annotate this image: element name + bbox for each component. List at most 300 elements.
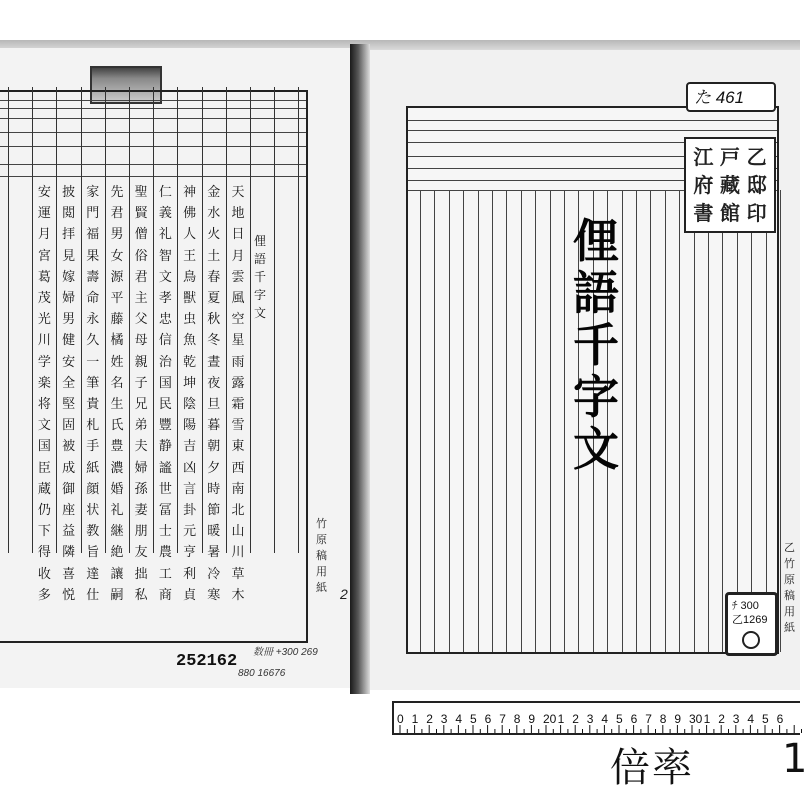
text-character: 安 [37,185,51,200]
text-character: 拝 [62,227,76,243]
text-character: 君 [110,206,124,222]
column-rule [521,190,522,652]
cover-title-character: 文 [573,422,619,476]
text-character: 收 [37,566,51,582]
title-character: 文 [253,306,266,320]
text-character: 君 [134,269,148,285]
text-character: 固 [62,418,76,434]
text-character: 将 [37,397,51,413]
text-character: 信 [158,333,172,349]
seal-character: 印 [746,201,767,225]
text-character: 学 [37,354,51,370]
label-character: 用 [316,565,327,578]
column-rule [81,87,82,553]
text-character: 節 [207,503,221,519]
text-character: 虫 [183,312,197,328]
text-character: 南 [231,481,245,497]
text-character: 拙 [134,566,148,582]
text-character: 言 [183,481,197,497]
text-character: 民 [158,397,172,413]
library-label [725,592,778,656]
text-character: 時 [207,481,221,497]
text-character: 吉 [183,439,197,455]
text-character: 治 [158,354,172,370]
left-page-title [250,232,270,322]
text-character: 兄 [134,397,148,413]
text-column [34,182,54,606]
ruler-number: 8 [513,712,521,726]
label-character: 乙 [784,541,795,554]
column-rule [665,190,666,652]
text-character: 夏 [207,291,221,307]
text-character: 先 [110,185,124,200]
column-rule [177,87,178,553]
text-character: 豊 [110,439,124,455]
text-character: 氏 [110,418,124,434]
text-character: 全 [62,375,76,391]
text-character: 川 [231,545,245,561]
text-character: 月 [37,227,51,243]
cover-title-character: 語 [573,266,619,320]
ruler-number: 7 [499,712,506,726]
ruler-number: 3 [440,712,448,726]
seal-character: 邸 [746,173,767,197]
column-rule [298,87,299,553]
text-character: 人 [183,227,197,243]
label-character: 稿 [784,589,795,602]
scale-ruler [392,701,800,735]
text-character: 継 [110,524,124,540]
text-character: 多 [37,587,51,603]
seal-character: 藏 [719,173,740,197]
column-rule [722,190,723,652]
text-character: 佛 [183,206,197,222]
column-rule [274,87,275,553]
seal-character: 戸 [719,145,740,169]
left-paper-label [316,516,327,596]
text-character: 教 [86,524,100,540]
text-character: 名 [110,375,124,391]
library-label-line1: ﾁ 300 [732,600,759,612]
column-rule [492,190,493,652]
text-character: 星 [231,333,245,349]
text-character: 閲 [62,206,76,222]
text-character: 生 [110,397,124,413]
text-character: 臣 [37,460,51,476]
text-character: 謐 [158,460,172,476]
text-character: 宮 [37,248,51,264]
label-circle-icon [742,631,760,649]
text-character: 披 [62,185,76,200]
text-character: 冬 [207,333,221,349]
cover-title [556,215,636,475]
text-character: 世 [158,481,172,497]
text-character: 父 [134,312,148,328]
ruler-number: 4 [601,712,609,726]
text-character: 暮 [207,418,221,434]
text-character: 豐 [158,418,172,434]
text-column [155,182,175,606]
text-character: 私 [134,587,148,603]
count-note: 数冊 +300 269 [253,647,318,658]
book-gutter [350,44,370,694]
column-rule [650,190,651,652]
ruler-number: 20 [543,712,557,726]
text-character: 成 [62,460,76,476]
text-character: 雪 [231,418,245,434]
text-character: 座 [62,503,76,519]
text-character: 嗣 [110,587,124,603]
seal-character: 府 [693,173,714,197]
ruler-number: 2 [572,712,579,726]
column-rule [636,190,637,652]
text-character: 葛 [37,269,51,285]
text-character: 男 [110,227,124,243]
text-character: 旨 [86,545,100,561]
text-character: 農 [158,545,172,561]
text-character: 東 [231,439,245,455]
text-character: 隣 [62,545,76,561]
seal-character: 館 [719,201,740,225]
text-character: 獸 [183,291,197,307]
text-character: 讓 [110,566,124,582]
text-character: 陰 [183,397,197,413]
text-character: 婦 [62,291,76,307]
text-character: 平 [110,291,124,307]
text-character: 山 [231,524,245,540]
text-character: 義 [158,206,172,222]
text-character: 命 [86,291,100,307]
text-character: 婦 [134,460,148,476]
text-character: 魚 [183,333,197,349]
text-character: 貞 [183,587,197,603]
ruler-number: 0 [397,712,404,726]
ruler-number: 3 [586,712,594,726]
text-character: 冨 [158,503,172,519]
text-character: 一 [86,354,100,370]
ruler-number: 6 [776,712,784,726]
text-character: 霜 [231,397,245,413]
column-rule [550,190,551,652]
column-rule [8,87,9,553]
text-column [107,182,127,606]
text-character: 地 [231,206,245,222]
text-character: 風 [231,291,245,307]
text-character: 卦 [183,503,197,519]
column-rule [694,190,695,652]
grid-rule [408,120,777,121]
column-rule [449,190,450,652]
text-character: 福 [86,227,100,243]
ruler-number: 3 [732,712,740,726]
text-column [83,182,103,606]
column-rule [226,87,227,553]
text-character: 孫 [134,481,148,497]
text-character: 朝 [207,439,221,455]
text-character: 壽 [86,269,100,285]
column-rule [751,190,752,652]
text-character: 日 [231,227,245,243]
ruler-number: 9 [674,712,682,726]
magnification-label: 倍率 [610,745,694,791]
text-character: 弟 [134,418,148,434]
id-note: 880 16676 [238,668,286,679]
text-character: 国 [158,375,172,391]
text-character: 親 [134,354,148,370]
text-character: 士 [158,524,172,540]
title-character: 語 [253,252,266,266]
text-character: 安 [62,354,76,370]
text-character: 国 [37,439,51,455]
text-character: 凶 [183,460,197,476]
text-character: 北 [231,503,245,519]
text-character: 婚 [110,481,124,497]
text-character: 朋 [134,524,148,540]
text-character: 女 [110,248,124,264]
text-character: 堅 [62,397,76,413]
text-character: 聖 [134,185,148,200]
text-character: 寒 [207,587,221,603]
text-character: 元 [183,524,197,540]
text-character: 蔵 [37,481,51,497]
ruler-number: 1 [703,712,711,726]
text-character: 母 [134,333,148,349]
text-character: 茂 [37,291,51,307]
title-character: 千 [253,270,266,284]
text-character: 家 [86,185,100,200]
label-character: 紙 [784,621,795,634]
column-rule [56,87,57,553]
text-character: 橘 [110,333,124,349]
grid-rule [408,130,777,131]
cover-title-character: 字 [573,370,619,424]
label-character: 用 [784,605,795,618]
ruler-number: 7 [645,712,652,726]
text-character: 俗 [134,248,148,264]
label-character: 原 [784,573,795,586]
text-character: 王 [183,248,197,264]
text-column [131,182,151,606]
text-character: 筆 [86,375,100,391]
text-character: 姓 [110,354,124,370]
seal-character: 書 [693,201,714,225]
text-character: 僧 [134,227,148,243]
text-character: 益 [62,524,76,540]
text-character: 賢 [134,206,148,222]
text-character: 亨 [183,545,197,561]
text-character: 濃 [110,460,124,476]
text-character: 利 [183,566,197,582]
text-character: 露 [231,375,245,391]
column-rule [32,87,33,553]
text-character: 暑 [207,545,221,561]
text-character: 坤 [183,375,197,391]
text-character: 永 [86,312,100,328]
ruler-number: 5 [616,712,623,726]
column-rule [153,87,154,553]
ruler-number: 6 [630,712,638,726]
text-character: 悦 [62,587,76,603]
text-character: 旦 [207,397,221,413]
column-rule [202,87,203,553]
text-character: 御 [62,481,76,497]
label-character: 竹 [784,557,795,570]
label-character: 紙 [316,581,327,594]
text-character: 状 [86,503,100,519]
library-seal [684,137,776,233]
column-rule [708,190,709,652]
text-character: 楽 [37,375,51,391]
text-character: 紙 [86,460,100,476]
column-rule [506,190,507,652]
ruler-number: 5 [470,712,477,726]
text-character: 顔 [86,481,100,497]
text-character: 忠 [158,312,172,328]
text-character: 文 [37,418,51,434]
text-character: 夜 [207,375,221,391]
text-character: 川 [37,333,51,349]
column-rule [535,190,536,652]
page-number-mark: 2 [340,586,348,602]
text-character: 男 [62,312,76,328]
seal-characters [690,143,770,227]
text-character: 子 [134,375,148,391]
text-character: 晝 [207,354,221,370]
column-rule [737,190,738,652]
text-character: 友 [134,545,148,561]
label-character: 原 [316,533,327,546]
column-rule [434,190,435,652]
text-character: 藤 [110,312,124,328]
column-rule [679,190,680,652]
text-character: 嫁 [62,269,76,285]
text-character: 仍 [37,503,51,519]
text-character: 天 [231,185,245,200]
text-character: 光 [37,312,51,328]
text-character: 貴 [86,397,100,413]
text-character: 札 [86,418,100,434]
text-character: 静 [158,439,172,455]
text-character: 商 [158,587,172,603]
text-character: 水 [207,206,221,222]
text-character: 草 [231,566,245,582]
title-character: 俚 [253,234,266,248]
text-character: 果 [86,248,100,264]
text-character: 雲 [231,269,245,285]
text-character: 土 [207,248,221,264]
ruler-number: 30 [689,712,703,726]
text-character: 仁 [158,185,172,200]
text-character: 神 [183,185,197,200]
ruler-number: 2 [426,712,433,726]
library-label-line2: 乙1269 [732,614,768,626]
text-character: 礼 [158,227,172,243]
text-character: 工 [158,566,172,582]
text-character: 金 [207,185,221,200]
ruler-number: 6 [484,712,492,726]
column-rule [766,190,767,652]
right-paper-label [784,540,795,636]
column-rule [105,87,106,553]
text-character: 空 [231,312,245,328]
text-character: 被 [62,439,76,455]
text-character: 妻 [134,503,148,519]
text-character: 達 [86,566,100,582]
label-character: 竹 [316,517,327,530]
text-character: 火 [207,227,221,243]
text-character: 暖 [207,524,221,540]
text-character: 夫 [134,439,148,455]
text-character: 冷 [207,566,221,582]
text-character: 健 [62,333,76,349]
text-character: 西 [231,460,245,476]
text-character: 木 [231,587,245,603]
ruler-number: 5 [762,712,769,726]
ruler-number: 9 [528,712,536,726]
text-column [204,182,224,606]
column-rule [478,190,479,652]
column-rule [463,190,464,652]
column-rule [780,190,781,652]
text-column [180,182,200,606]
text-column [59,182,79,606]
cover-title-character: 千 [573,318,619,372]
text-character: 智 [158,248,172,264]
ruler-number: 2 [718,712,725,726]
text-character: 夕 [207,460,221,476]
text-character: 得 [37,545,51,561]
text-character: 門 [86,206,100,222]
text-character: 運 [37,206,51,222]
cover-title-character: 俚 [573,214,619,268]
text-character: 礼 [110,503,124,519]
text-column [228,182,248,606]
ruler-number: 1 [411,712,419,726]
label-character: 稿 [316,549,327,562]
text-character: 久 [86,333,100,349]
text-character: 源 [110,269,124,285]
text-character: 見 [62,248,76,264]
text-character: 月 [231,248,245,264]
seal-character: 乙 [746,145,767,169]
ruler-number: 8 [659,712,667,726]
text-character: 春 [207,269,221,285]
column-rule [420,190,421,652]
text-character: 主 [134,291,148,307]
title-character: 字 [253,288,266,302]
text-character: 孝 [158,291,172,307]
text-character: 下 [37,524,51,540]
magnification-value: 1 [782,736,807,782]
column-rule [129,87,130,553]
text-character: 秋 [207,312,221,328]
text-character: 雨 [231,354,245,370]
ruler-number: 4 [747,712,755,726]
text-character: 陽 [183,418,197,434]
text-character: 仕 [86,587,100,603]
text-character: 乾 [183,354,197,370]
ruler-number: 4 [455,712,463,726]
accession-number: 252162 [176,652,238,671]
text-character: 手 [86,439,100,455]
text-character: 絶 [110,545,124,561]
seal-character: 江 [693,145,714,169]
ruler-number: 1 [557,712,565,726]
text-character: 文 [158,269,172,285]
text-character: 喜 [62,566,76,582]
call-number-label: た 461 [686,82,776,112]
text-character: 鳥 [183,269,197,285]
